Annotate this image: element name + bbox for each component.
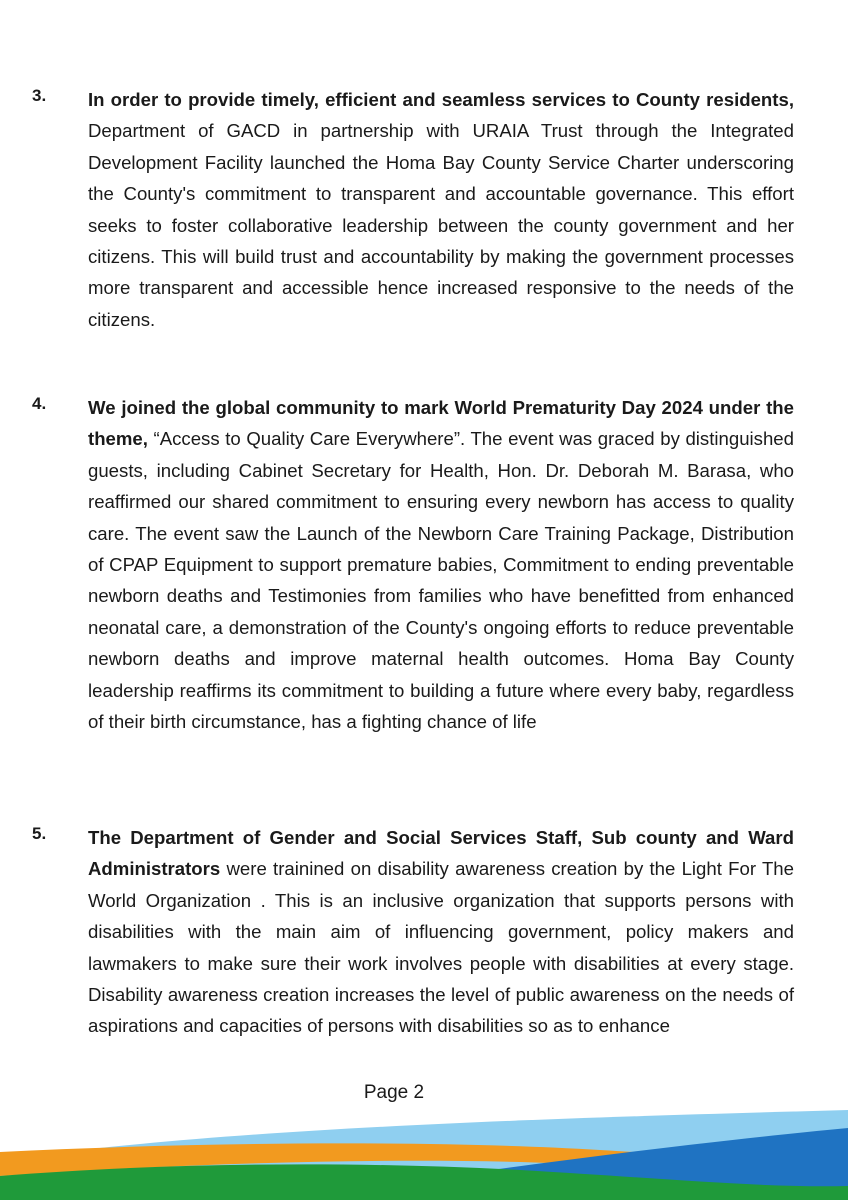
item-bold-lead: We joined the global community to mark World Prematurity Day 2024 under the theme, — [88, 397, 794, 450]
list-item — [32, 822, 794, 1042]
item-number: 4. — [32, 394, 47, 413]
item-bold-lead: In order to provide timely, efficient and seamless services to County residents, — [88, 89, 794, 110]
item-body-text: were trainined on disability awareness creation by the Light For The World Organization . This is an inclusive organization that supports persons with disabilities with the main aim of influencing government, policy makers and lawmakers to make sure their work involves people with disabilities at every stage. Disability awareness creation increases the level of public awareness on the needs of aspirations and capacities of persons with disabilities so as to enhance — [88, 858, 794, 1037]
item-body-text: “Access to Quality Care Everywhere”. The event was graced by distinguished guests, including Cabinet Secretary for Health, Hon. Dr. Deborah M. Barasa, who reaffirmed our shared commitment to ensuring every newborn has access to quality care. The event saw the Launch of the Newborn Care Training Package, Distribution of CPAP Equipment to support premature babies, Commitment to ending preventable newborn deaths and Testimonies from families who have benefitted from enhanced neonatal care, a demonstration of the County's ongoing efforts to reduce preventable newborn deaths and improve maternal health outcomes. Homa Bay County leadership reaffirms its commitment to building a future where every baby, regardless of their birth circumstance, has a fighting chance of life — [88, 428, 794, 733]
item-body-text: Department of GACD in partnership with URAIA Trust through the Integrated Development Facility launched the Homa Bay County Service Charter underscoring the County's commitment to transparent and accountable governance. This effort seeks to foster collaborative leadership between the county government and her citizens. This will build trust and accountability by making the government processes more transparent and accessible hence increased responsive to the needs of the citizens. — [88, 120, 794, 330]
item-number: 5. — [32, 824, 47, 843]
list-item — [32, 84, 794, 335]
item-bold-lead: The Department of Gender and Social Services Staff, Sub county and Ward Administrators — [88, 827, 794, 880]
item-paragraph — [88, 822, 794, 1042]
item-paragraph — [88, 84, 794, 335]
item-number: 3. — [32, 86, 47, 105]
page-number: Page 2 — [363, 1082, 425, 1103]
list-item — [32, 392, 794, 737]
decorative-wave-footer — [0, 1090, 848, 1200]
item-paragraph — [88, 392, 794, 737]
